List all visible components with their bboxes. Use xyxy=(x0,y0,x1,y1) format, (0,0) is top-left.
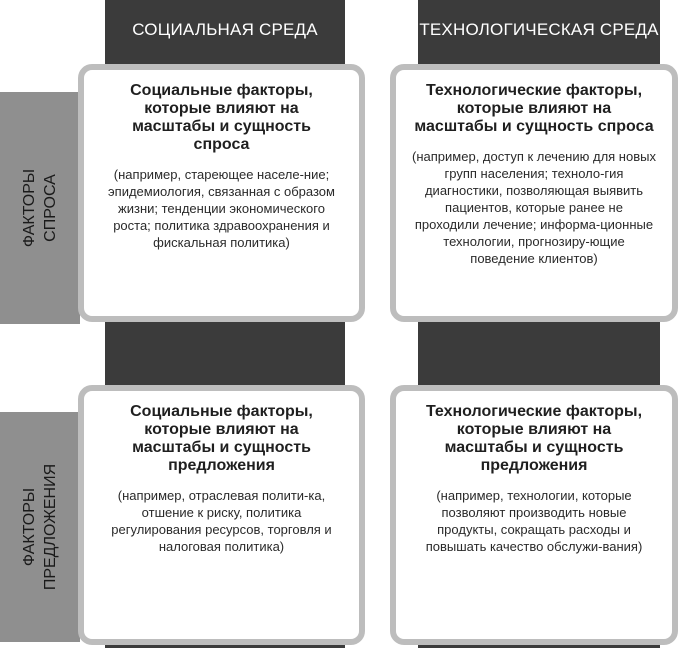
tech-supply-cell xyxy=(390,385,678,645)
supply-row-label xyxy=(0,412,80,642)
tech-demand-body: (например, доступ к лечению для новых групп населения; техноло-гия диагностики, позволяющая выявить пациентов, которые ранее не проходили лечение; информа-ционные технологии, прогнозиру-ющие поведение клиентов) xyxy=(412,149,656,266)
demand-row-label-line2: СПРОСА xyxy=(41,174,59,242)
social-demand-cell xyxy=(78,64,365,322)
social-demand-body: (например, стареющее населе-ние; эпидемиология, связанная с образом жизни; тенденции экономического роста; политика здравоохранения и фискальная политика) xyxy=(108,167,335,250)
social-supply-title: Социальные факторы, которые влияют на масштабы и сущность предложения xyxy=(130,403,313,474)
social-supply-body: (например, отраслевая полити-ка, отшение к риску, политика регулирования ресурсов, торговля и налоговая политика) xyxy=(111,488,332,554)
supply-row-label-line2: ПРЕДЛОЖЕНИЯ xyxy=(42,463,60,591)
supply-row-label-line1: ФАКТОРЫ xyxy=(21,487,39,567)
tech-demand-cell xyxy=(390,64,678,322)
tech-supply-body: (например, технологии, которые позволяют производить новые продукты, сокращать расходы и повышать качество обслужи-вания) xyxy=(425,488,643,554)
demand-row-label xyxy=(0,92,80,324)
tech-supply-title: Технологические факторы, которые влияют на масштабы и сущность предложения xyxy=(425,403,643,474)
tech-column-header: ТЕХНОЛОГИЧЕСКАЯ СРЕДА xyxy=(419,20,659,39)
social-demand-title: Социальные факторы, которые влияют на масштабы и сущность спроса xyxy=(130,82,313,153)
social-column-header: СОЦИАЛЬНАЯ СРЕДА xyxy=(132,20,318,39)
social-supply-cell xyxy=(78,385,365,645)
demand-row-label-line1: ФАКТОРЫ xyxy=(20,168,38,248)
tech-demand-title: Технологические факторы, которые влияют на масштабы и сущность спроса xyxy=(414,82,654,135)
